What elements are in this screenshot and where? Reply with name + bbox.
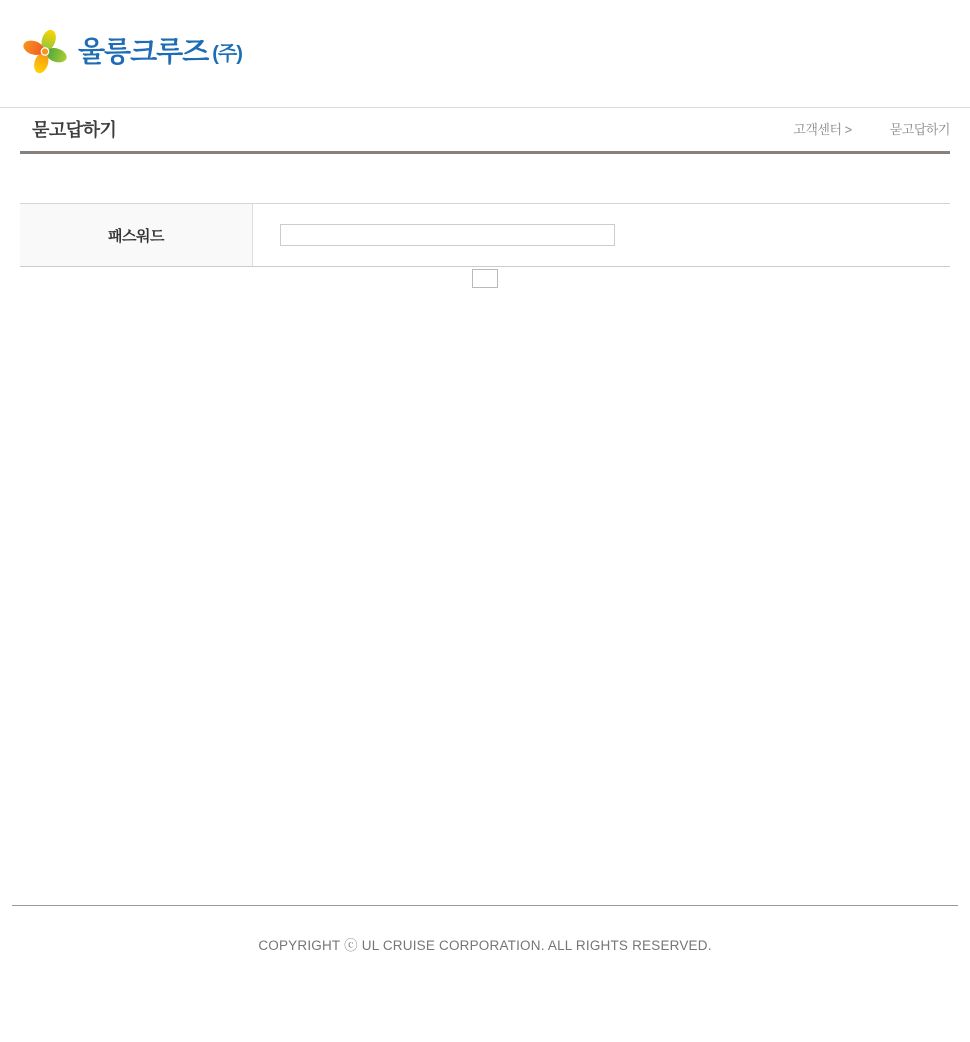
- logo-text: 울릉크루즈: [78, 36, 209, 67]
- breadcrumb-parent[interactable]: 고객센터 >: [793, 122, 852, 137]
- password-form-row: [20, 204, 950, 266]
- site-header: [0, 0, 970, 108]
- breadcrumb-current: 묻고답하기: [889, 122, 950, 137]
- flower-pinwheel-icon: [22, 28, 68, 75]
- submit-button[interactable]: [472, 269, 498, 288]
- site-logo[interactable]: [22, 28, 242, 75]
- logo-suffix: (주): [212, 43, 242, 65]
- password-form-table: [20, 203, 950, 267]
- footer-divider: [12, 905, 958, 906]
- breadcrumb: [793, 119, 950, 138]
- password-label: 패스워드: [20, 204, 253, 266]
- page-title: 묻고답하기: [32, 119, 117, 140]
- password-input[interactable]: [280, 224, 615, 246]
- footer-copyright: COPYRIGHT ⓒ UL CRUISE CORPORATION. ALL RIGHTS RESERVED.: [258, 938, 712, 953]
- password-input-cell: [253, 204, 950, 266]
- title-bar: [20, 108, 950, 154]
